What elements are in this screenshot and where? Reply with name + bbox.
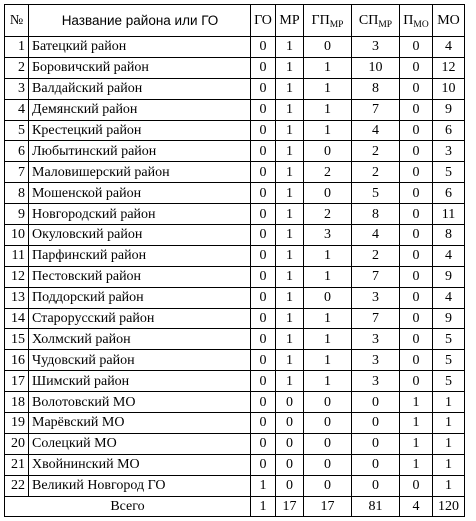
table-row xyxy=(5,57,465,78)
cell-gp: 1 xyxy=(304,99,352,120)
table-row xyxy=(5,371,465,392)
cell-gp: 0 xyxy=(304,37,352,58)
cell-gp: 0 xyxy=(304,141,352,162)
cell-gp: 0 xyxy=(304,392,352,413)
cell-go: 0 xyxy=(251,183,276,204)
row-number: 8 xyxy=(5,183,29,204)
table-row xyxy=(5,287,465,308)
row-number: 21 xyxy=(5,454,29,475)
cell-mo: 1 xyxy=(433,433,465,454)
table-row xyxy=(5,454,465,475)
cell-gp: 1 xyxy=(304,120,352,141)
cell-mr: 1 xyxy=(276,120,304,141)
total-sp: 81 xyxy=(352,496,400,517)
cell-go: 0 xyxy=(251,245,276,266)
cell-mo: 9 xyxy=(433,308,465,329)
cell-go: 0 xyxy=(251,57,276,78)
row-number: 13 xyxy=(5,287,29,308)
district-name: Шимский район xyxy=(29,371,251,392)
table-row xyxy=(5,183,465,204)
cell-mo: 3 xyxy=(433,141,465,162)
district-name: Поддорский район xyxy=(29,287,251,308)
cell-p: 0 xyxy=(400,37,433,58)
cell-mo: 9 xyxy=(433,266,465,287)
cell-p: 0 xyxy=(400,183,433,204)
cell-mo: 6 xyxy=(433,120,465,141)
district-name: Маловишерский район xyxy=(29,162,251,183)
total-p: 4 xyxy=(400,496,433,517)
cell-sp: 7 xyxy=(352,266,400,287)
row-number: 1 xyxy=(5,37,29,58)
cell-gp: 0 xyxy=(304,413,352,434)
cell-mr: 1 xyxy=(276,183,304,204)
cell-sp: 3 xyxy=(352,329,400,350)
row-number: 5 xyxy=(5,120,29,141)
cell-gp: 0 xyxy=(304,183,352,204)
cell-gp: 1 xyxy=(304,266,352,287)
cell-p: 0 xyxy=(400,225,433,246)
row-number: 9 xyxy=(5,204,29,225)
cell-mr: 1 xyxy=(276,350,304,371)
header-p xyxy=(400,5,433,37)
cell-sp: 3 xyxy=(352,287,400,308)
cell-sp: 8 xyxy=(352,204,400,225)
header-gp-subscript: МР xyxy=(329,20,344,30)
cell-go: 0 xyxy=(251,162,276,183)
total-row xyxy=(5,496,465,517)
cell-mo: 1 xyxy=(433,454,465,475)
table-row xyxy=(5,120,465,141)
cell-mo: 8 xyxy=(433,225,465,246)
table-row xyxy=(5,475,465,496)
cell-go: 0 xyxy=(251,433,276,454)
cell-gp: 0 xyxy=(304,454,352,475)
cell-mr: 1 xyxy=(276,245,304,266)
cell-gp: 1 xyxy=(304,308,352,329)
cell-gp: 1 xyxy=(304,245,352,266)
district-name: Новгородский район xyxy=(29,204,251,225)
cell-p: 0 xyxy=(400,204,433,225)
cell-go: 0 xyxy=(251,204,276,225)
table-row xyxy=(5,433,465,454)
cell-mo: 1 xyxy=(433,413,465,434)
cell-go: 0 xyxy=(251,266,276,287)
cell-mr: 1 xyxy=(276,308,304,329)
cell-mr: 1 xyxy=(276,141,304,162)
district-name: Холмский район xyxy=(29,329,251,350)
cell-p: 0 xyxy=(400,78,433,99)
cell-gp: 1 xyxy=(304,78,352,99)
district-name: Окуловский район xyxy=(29,225,251,246)
cell-gp: 1 xyxy=(304,350,352,371)
header-row xyxy=(5,5,465,37)
cell-sp: 4 xyxy=(352,120,400,141)
cell-gp: 3 xyxy=(304,225,352,246)
table-row xyxy=(5,37,465,58)
cell-sp: 3 xyxy=(352,371,400,392)
cell-sp: 3 xyxy=(352,350,400,371)
table-row xyxy=(5,162,465,183)
cell-p: 1 xyxy=(400,392,433,413)
table-row xyxy=(5,78,465,99)
table-row xyxy=(5,245,465,266)
total-mr: 17 xyxy=(276,496,304,517)
district-name: Хвойнинский МО xyxy=(29,454,251,475)
district-name: Парфинский район xyxy=(29,245,251,266)
header-p-subscript: МО xyxy=(413,20,429,30)
cell-go: 0 xyxy=(251,454,276,475)
cell-go: 0 xyxy=(251,350,276,371)
row-number: 7 xyxy=(5,162,29,183)
row-number: 16 xyxy=(5,350,29,371)
cell-sp: 5 xyxy=(352,183,400,204)
header-go: ГО xyxy=(251,5,276,37)
cell-mr: 0 xyxy=(276,413,304,434)
row-number: 6 xyxy=(5,141,29,162)
cell-go: 0 xyxy=(251,371,276,392)
table-row xyxy=(5,141,465,162)
cell-mr: 1 xyxy=(276,99,304,120)
district-name: Боровичский район xyxy=(29,57,251,78)
district-name: Марёвский МО xyxy=(29,413,251,434)
district-name: Пестовский район xyxy=(29,266,251,287)
cell-p: 0 xyxy=(400,329,433,350)
cell-mo: 4 xyxy=(433,37,465,58)
row-number: 4 xyxy=(5,99,29,120)
cell-p: 0 xyxy=(400,99,433,120)
cell-p: 0 xyxy=(400,120,433,141)
district-name: Валдайский район xyxy=(29,78,251,99)
total-label: Всего xyxy=(5,496,251,517)
table-body xyxy=(5,37,465,497)
district-name: Батецкий район xyxy=(29,37,251,58)
cell-p: 0 xyxy=(400,245,433,266)
cell-go: 1 xyxy=(251,475,276,496)
cell-p: 1 xyxy=(400,454,433,475)
header-gp-label: ГП xyxy=(311,13,330,28)
row-number: 20 xyxy=(5,433,29,454)
district-name: Чудовский район xyxy=(29,350,251,371)
table-row xyxy=(5,329,465,350)
cell-p: 1 xyxy=(400,433,433,454)
cell-mr: 1 xyxy=(276,57,304,78)
cell-p: 0 xyxy=(400,266,433,287)
municipalities-table-container xyxy=(4,4,465,517)
district-name: Мошенской район xyxy=(29,183,251,204)
row-number: 15 xyxy=(5,329,29,350)
cell-go: 0 xyxy=(251,37,276,58)
cell-sp: 8 xyxy=(352,78,400,99)
municipalities-table xyxy=(4,4,465,517)
cell-sp: 2 xyxy=(352,245,400,266)
cell-gp: 1 xyxy=(304,57,352,78)
cell-mr: 0 xyxy=(276,454,304,475)
district-name: Великий Новгород ГО xyxy=(29,475,251,496)
table-row xyxy=(5,350,465,371)
district-name: Волотовский МО xyxy=(29,392,251,413)
header-sp-label: СП xyxy=(358,13,379,28)
cell-gp: 1 xyxy=(304,329,352,350)
cell-mr: 0 xyxy=(276,392,304,413)
cell-go: 0 xyxy=(251,99,276,120)
cell-sp: 2 xyxy=(352,162,400,183)
table-row xyxy=(5,99,465,120)
cell-p: 0 xyxy=(400,287,433,308)
cell-go: 0 xyxy=(251,141,276,162)
header-district-name: Название района или ГО xyxy=(29,5,251,37)
cell-p: 0 xyxy=(400,57,433,78)
table-row xyxy=(5,413,465,434)
cell-sp: 0 xyxy=(352,413,400,434)
header-mo: МО xyxy=(433,5,465,37)
row-number: 17 xyxy=(5,371,29,392)
cell-go: 0 xyxy=(251,225,276,246)
cell-mr: 1 xyxy=(276,371,304,392)
header-sp-subscript: МР xyxy=(378,20,393,30)
header-gp xyxy=(304,5,352,37)
cell-mo: 1 xyxy=(433,392,465,413)
cell-go: 0 xyxy=(251,413,276,434)
cell-sp: 0 xyxy=(352,433,400,454)
cell-mr: 1 xyxy=(276,37,304,58)
table-row xyxy=(5,204,465,225)
row-number: 19 xyxy=(5,413,29,434)
row-number: 12 xyxy=(5,266,29,287)
cell-gp: 2 xyxy=(304,204,352,225)
cell-mo: 5 xyxy=(433,371,465,392)
cell-mo: 5 xyxy=(433,350,465,371)
cell-p: 0 xyxy=(400,308,433,329)
cell-sp: 3 xyxy=(352,37,400,58)
cell-sp: 0 xyxy=(352,392,400,413)
cell-mo: 12 xyxy=(433,57,465,78)
table-row xyxy=(5,266,465,287)
cell-sp: 0 xyxy=(352,454,400,475)
cell-sp: 4 xyxy=(352,225,400,246)
row-number: 10 xyxy=(5,225,29,246)
cell-gp: 2 xyxy=(304,162,352,183)
total-gp: 17 xyxy=(304,496,352,517)
table-footer xyxy=(5,496,465,517)
cell-sp: 7 xyxy=(352,99,400,120)
cell-gp: 0 xyxy=(304,433,352,454)
cell-gp: 1 xyxy=(304,371,352,392)
row-number: 2 xyxy=(5,57,29,78)
cell-gp: 0 xyxy=(304,287,352,308)
cell-mr: 1 xyxy=(276,329,304,350)
total-go: 1 xyxy=(251,496,276,517)
table-row xyxy=(5,392,465,413)
cell-go: 0 xyxy=(251,78,276,99)
cell-mr: 1 xyxy=(276,78,304,99)
cell-mo: 9 xyxy=(433,99,465,120)
cell-mr: 1 xyxy=(276,287,304,308)
cell-mo: 11 xyxy=(433,204,465,225)
cell-p: 0 xyxy=(400,162,433,183)
cell-mr: 1 xyxy=(276,266,304,287)
cell-mo: 10 xyxy=(433,78,465,99)
cell-go: 0 xyxy=(251,392,276,413)
cell-mo: 1 xyxy=(433,475,465,496)
cell-sp: 7 xyxy=(352,308,400,329)
cell-mo: 6 xyxy=(433,183,465,204)
cell-p: 1 xyxy=(400,413,433,434)
header-sp xyxy=(352,5,400,37)
row-number: 18 xyxy=(5,392,29,413)
district-name: Любытинский район xyxy=(29,141,251,162)
table-header xyxy=(5,5,465,37)
cell-go: 0 xyxy=(251,329,276,350)
cell-mr: 1 xyxy=(276,204,304,225)
row-number: 14 xyxy=(5,308,29,329)
cell-p: 0 xyxy=(400,141,433,162)
cell-mr: 0 xyxy=(276,475,304,496)
cell-sp: 2 xyxy=(352,141,400,162)
cell-p: 0 xyxy=(400,475,433,496)
cell-mo: 4 xyxy=(433,287,465,308)
header-p-label: П xyxy=(403,13,414,28)
table-row xyxy=(5,308,465,329)
cell-mr: 1 xyxy=(276,225,304,246)
cell-p: 0 xyxy=(400,350,433,371)
cell-sp: 0 xyxy=(352,475,400,496)
cell-p: 0 xyxy=(400,371,433,392)
header-mr: МР xyxy=(276,5,304,37)
cell-go: 0 xyxy=(251,120,276,141)
district-name: Солецкий МО xyxy=(29,433,251,454)
cell-gp: 0 xyxy=(304,475,352,496)
total-mo: 120 xyxy=(433,496,465,517)
district-name: Старорусский район xyxy=(29,308,251,329)
district-name: Демянский район xyxy=(29,99,251,120)
table-row xyxy=(5,225,465,246)
cell-sp: 10 xyxy=(352,57,400,78)
row-number: 3 xyxy=(5,78,29,99)
cell-mo: 5 xyxy=(433,162,465,183)
header-number: № xyxy=(5,5,29,37)
cell-go: 0 xyxy=(251,287,276,308)
district-name: Крестецкий район xyxy=(29,120,251,141)
cell-mr: 1 xyxy=(276,162,304,183)
cell-go: 0 xyxy=(251,308,276,329)
row-number: 11 xyxy=(5,245,29,266)
cell-mr: 0 xyxy=(276,433,304,454)
cell-mo: 5 xyxy=(433,329,465,350)
row-number: 22 xyxy=(5,475,29,496)
cell-mo: 4 xyxy=(433,245,465,266)
